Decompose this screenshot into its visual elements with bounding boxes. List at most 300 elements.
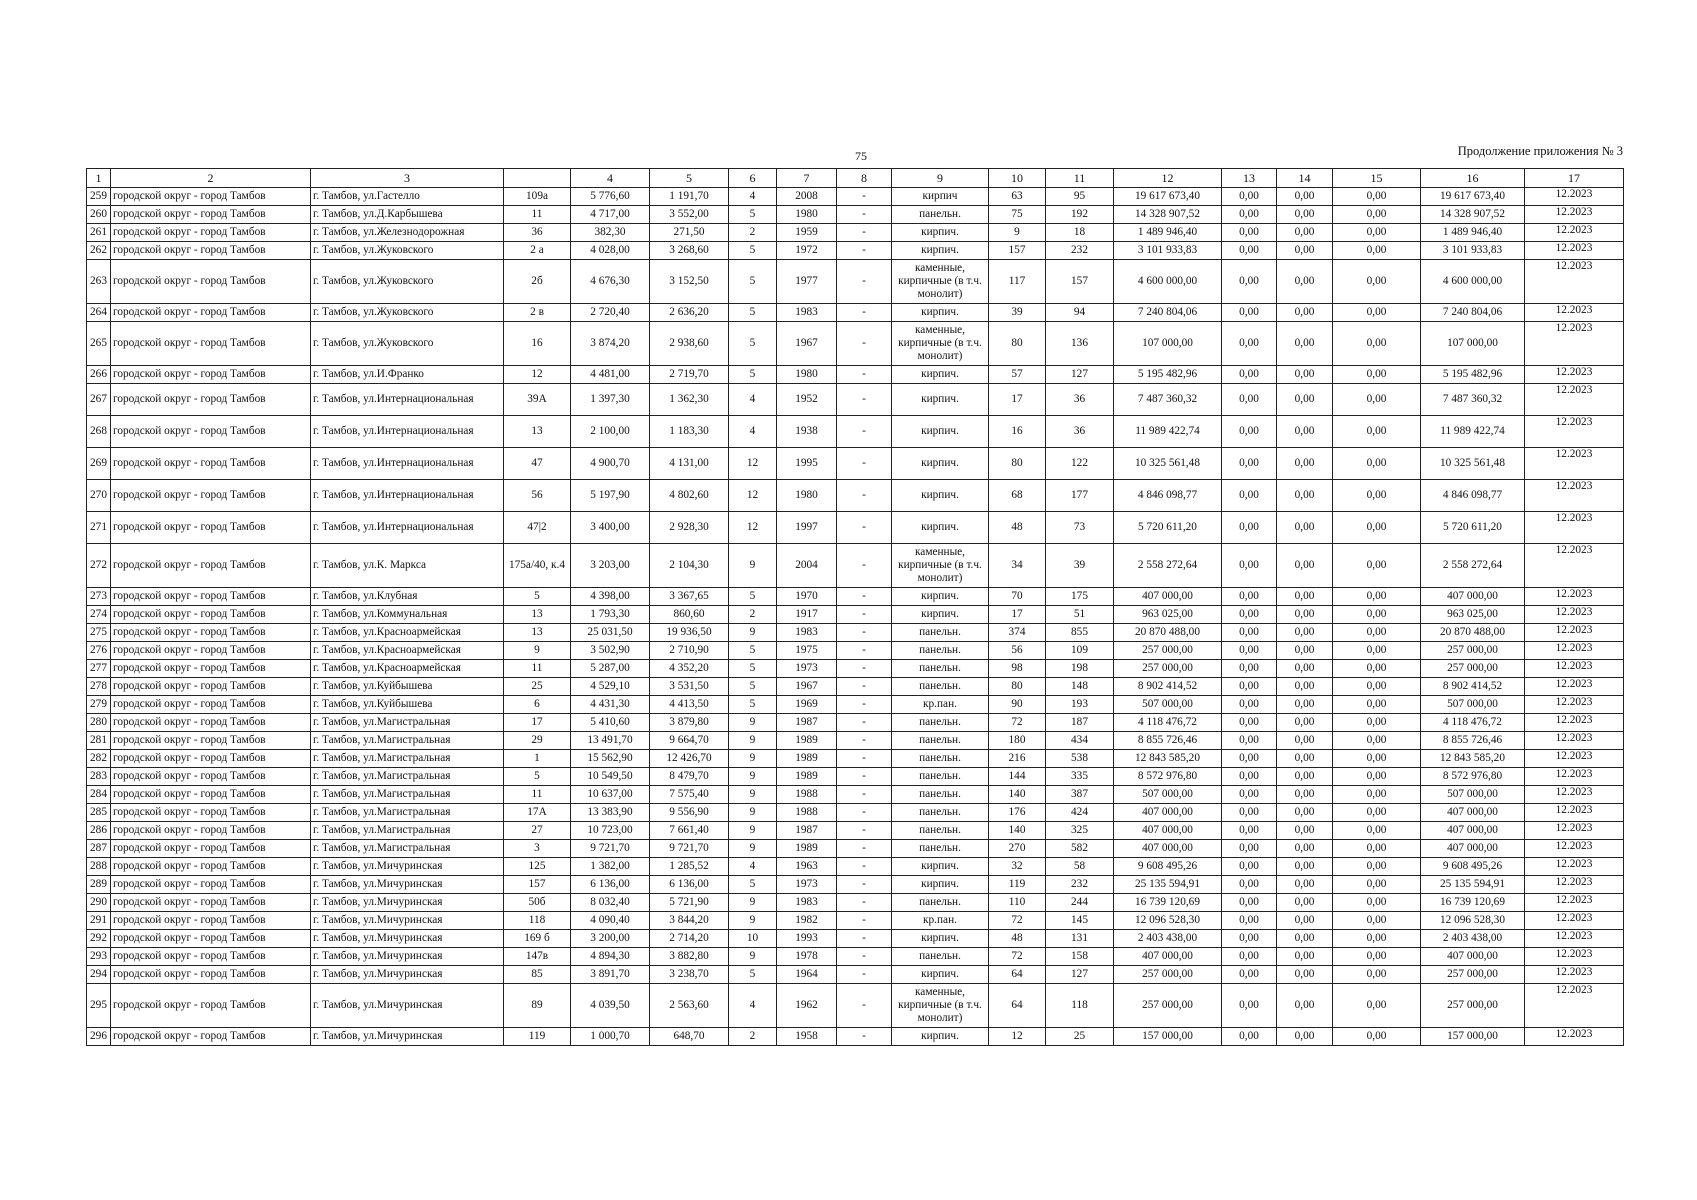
cell-year-reconstruction: - [837,678,892,696]
cell-cost-fund: 0,00 [1222,206,1277,224]
cell-cost-sum: 8 902 414,52 [1421,678,1525,696]
cell-cost-sum: 963 025,00 [1421,606,1525,624]
cell-row-number: 273 [87,588,111,606]
cell-residents: 36 [1046,384,1114,416]
cell-cost-total: 963 025,00 [1114,606,1222,624]
cell-deadline: 12.2023 [1525,206,1624,224]
cell-cost-total: 107 000,00 [1114,322,1222,366]
cell-row-number: 282 [87,750,111,768]
cell-cost-total: 19 617 673,40 [1114,188,1222,206]
table-row [87,448,1624,480]
header-cell-7: 7 [777,169,837,188]
cell-cost-sum: 20 870 488,00 [1421,624,1525,642]
cell-municipality: городской округ - город Тамбов [111,384,311,416]
table-row [87,188,1624,206]
header-cell-13: 13 [1222,169,1277,188]
cell-cost-sum: 4 118 476,72 [1421,714,1525,732]
cell-living-area: 4 413,50 [650,696,729,714]
cell-year-reconstruction: - [837,894,892,912]
cell-year-built: 1989 [777,732,837,750]
cell-address: г. Тамбов, ул.Куйбышева [311,696,504,714]
cell-living-area: 2 563,60 [650,984,729,1028]
table-row [87,242,1624,260]
cell-address: г. Тамбов, ул.Гастелло [311,188,504,206]
cell-year-built: 1967 [777,678,837,696]
cell-floors: 9 [729,786,777,804]
cell-apartments: 180 [989,732,1046,750]
cell-year-built: 1989 [777,768,837,786]
cell-apartments: 32 [989,858,1046,876]
cell-cost-total: 8 572 976,80 [1114,768,1222,786]
cell-total-area: 1 000,70 [571,1028,650,1046]
cell-living-area: 3 844,20 [650,912,729,930]
cell-address: г. Тамбов, ул.Магистральная [311,840,504,858]
cell-cost-budget: 0,00 [1277,858,1333,876]
cell-cost-sum: 4 600 000,00 [1421,260,1525,304]
cell-floors: 5 [729,696,777,714]
cell-cost-fund: 0,00 [1222,224,1277,242]
cell-house-number: 29 [504,732,571,750]
cell-address: г. Тамбов, ул.Интернациональная [311,512,504,544]
cell-total-area: 2 100,00 [571,416,650,448]
cell-total-area: 1 382,00 [571,858,650,876]
cell-municipality: городской округ - город Тамбов [111,642,311,660]
cell-deadline: 12.2023 [1525,416,1624,448]
cell-cost-fund: 0,00 [1222,1028,1277,1046]
cell-house-number: 175а/40, к.4 [504,544,571,588]
cell-total-area: 5 287,00 [571,660,650,678]
cell-year-reconstruction: - [837,416,892,448]
cell-deadline: 12.2023 [1525,714,1624,732]
cell-address: г. Тамбов, ул.Мичуринская [311,858,504,876]
cell-row-number: 289 [87,876,111,894]
cell-cost-total: 407 000,00 [1114,588,1222,606]
cell-residents: 198 [1046,660,1114,678]
cell-living-area: 1 191,70 [650,188,729,206]
cell-cost-owners: 0,00 [1333,912,1421,930]
cell-deadline: 12.2023 [1525,512,1624,544]
cell-floors: 5 [729,966,777,984]
cell-address: г. Тамбов, ул.Красноармейская [311,624,504,642]
cell-floors: 9 [729,894,777,912]
table-row [87,416,1624,448]
cell-deadline: 12.2023 [1525,786,1624,804]
header-cell-blank [504,169,571,188]
table-row [87,696,1624,714]
cell-year-built: 1983 [777,304,837,322]
header-cell-10: 10 [989,169,1046,188]
cell-row-number: 281 [87,732,111,750]
cell-address: г. Тамбов, ул.Мичуринская [311,930,504,948]
cell-year-reconstruction: - [837,224,892,242]
cell-wall-material: кирпич. [892,512,989,544]
cell-residents: 18 [1046,224,1114,242]
cell-year-reconstruction: - [837,696,892,714]
cell-cost-budget: 0,00 [1277,948,1333,966]
cell-municipality: городской округ - город Тамбов [111,322,311,366]
cell-year-reconstruction: - [837,804,892,822]
cell-year-built: 1977 [777,260,837,304]
cell-row-number: 270 [87,480,111,512]
cell-house-number: 12 [504,366,571,384]
cell-house-number: 85 [504,966,571,984]
cell-residents: 192 [1046,206,1114,224]
cell-cost-fund: 0,00 [1222,606,1277,624]
cell-cost-fund: 0,00 [1222,930,1277,948]
cell-cost-owners: 0,00 [1333,206,1421,224]
table-row [87,858,1624,876]
cell-residents: 434 [1046,732,1114,750]
cell-year-built: 1973 [777,876,837,894]
cell-deadline: 12.2023 [1525,948,1624,966]
cell-house-number: 50б [504,894,571,912]
cell-apartments: 374 [989,624,1046,642]
cell-row-number: 264 [87,304,111,322]
cell-total-area: 4 039,50 [571,984,650,1028]
cell-wall-material: кирпич. [892,384,989,416]
cell-floors: 5 [729,660,777,678]
cell-row-number: 284 [87,786,111,804]
cell-address: г. Тамбов, ул.Интернациональная [311,480,504,512]
cell-wall-material: панельн. [892,660,989,678]
header-cell-15: 15 [1333,169,1421,188]
cell-address: г. Тамбов, ул.Магистральная [311,768,504,786]
cell-apartments: 72 [989,948,1046,966]
cell-cost-sum: 14 328 907,52 [1421,206,1525,224]
cell-year-reconstruction: - [837,858,892,876]
cell-cost-owners: 0,00 [1333,304,1421,322]
header-cell-6: 6 [729,169,777,188]
cell-municipality: городской округ - город Тамбов [111,260,311,304]
cell-total-area: 10 549,50 [571,768,650,786]
cell-house-number: 16 [504,322,571,366]
cell-year-built: 1970 [777,588,837,606]
cell-year-reconstruction: - [837,544,892,588]
cell-cost-budget: 0,00 [1277,260,1333,304]
cell-year-built: 1962 [777,984,837,1028]
cell-apartments: 110 [989,894,1046,912]
cell-address: г. Тамбов, ул.Жуковского [311,260,504,304]
cell-cost-fund: 0,00 [1222,750,1277,768]
cell-apartments: 80 [989,678,1046,696]
cell-floors: 12 [729,448,777,480]
cell-house-number: 89 [504,984,571,1028]
cell-deadline: 12.2023 [1525,930,1624,948]
cell-total-area: 3 891,70 [571,966,650,984]
cell-row-number: 287 [87,840,111,858]
cell-living-area: 9 721,70 [650,840,729,858]
cell-floors: 5 [729,366,777,384]
cell-cost-fund: 0,00 [1222,642,1277,660]
cell-year-reconstruction: - [837,750,892,768]
cell-cost-total: 407 000,00 [1114,948,1222,966]
table-row [87,786,1624,804]
cell-cost-budget: 0,00 [1277,588,1333,606]
cell-year-built: 1980 [777,480,837,512]
cell-total-area: 4 894,30 [571,948,650,966]
cell-year-built: 2004 [777,544,837,588]
cell-house-number: 118 [504,912,571,930]
cell-wall-material: панельн. [892,678,989,696]
cell-cost-budget: 0,00 [1277,642,1333,660]
cell-municipality: городской округ - город Тамбов [111,768,311,786]
cell-residents: 25 [1046,1028,1114,1046]
cell-cost-budget: 0,00 [1277,242,1333,260]
cell-living-area: 2 719,70 [650,366,729,384]
cell-cost-owners: 0,00 [1333,544,1421,588]
cell-total-area: 8 032,40 [571,894,650,912]
cell-deadline: 12.2023 [1525,606,1624,624]
cell-residents: 157 [1046,260,1114,304]
cell-address: г. Тамбов, ул.К. Маркса [311,544,504,588]
cell-living-area: 4 802,60 [650,480,729,512]
cell-year-built: 1959 [777,224,837,242]
cell-cost-total: 25 135 594,91 [1114,876,1222,894]
cell-row-number: 259 [87,188,111,206]
cell-house-number: 47|2 [504,512,571,544]
cell-cost-total: 407 000,00 [1114,804,1222,822]
cell-residents: 109 [1046,642,1114,660]
cell-cost-budget: 0,00 [1277,544,1333,588]
cell-row-number: 271 [87,512,111,544]
cell-apartments: 70 [989,588,1046,606]
cell-municipality: городской округ - город Тамбов [111,224,311,242]
cell-row-number: 263 [87,260,111,304]
cell-cost-budget: 0,00 [1277,480,1333,512]
cell-cost-total: 7 240 804,06 [1114,304,1222,322]
cell-cost-budget: 0,00 [1277,448,1333,480]
cell-cost-owners: 0,00 [1333,660,1421,678]
table-row [87,366,1624,384]
cell-cost-budget: 0,00 [1277,912,1333,930]
cell-wall-material: кирпич. [892,224,989,242]
table-row [87,732,1624,750]
cell-row-number: 280 [87,714,111,732]
cell-cost-owners: 0,00 [1333,642,1421,660]
cell-house-number: 11 [504,206,571,224]
cell-cost-budget: 0,00 [1277,384,1333,416]
cell-cost-fund: 0,00 [1222,894,1277,912]
cell-cost-owners: 0,00 [1333,416,1421,448]
cell-living-area: 2 104,30 [650,544,729,588]
cell-total-area: 4 398,00 [571,588,650,606]
cell-year-built: 1980 [777,206,837,224]
cell-living-area: 3 531,50 [650,678,729,696]
cell-residents: 51 [1046,606,1114,624]
cell-apartments: 16 [989,416,1046,448]
cell-house-number: 13 [504,624,571,642]
cell-cost-total: 4 600 000,00 [1114,260,1222,304]
cell-cost-owners: 0,00 [1333,696,1421,714]
cell-living-area: 2 938,60 [650,322,729,366]
cell-deadline: 12.2023 [1525,876,1624,894]
cell-cost-fund: 0,00 [1222,512,1277,544]
cell-cost-budget: 0,00 [1277,366,1333,384]
cell-deadline: 12.2023 [1525,544,1624,588]
cell-floors: 2 [729,1028,777,1046]
cell-year-reconstruction: - [837,660,892,678]
cell-floors: 9 [729,732,777,750]
cell-living-area: 9 664,70 [650,732,729,750]
cell-cost-budget: 0,00 [1277,822,1333,840]
cell-living-area: 7 575,40 [650,786,729,804]
cell-total-area: 3 502,90 [571,642,650,660]
header-cell-4: 4 [571,169,650,188]
cell-floors: 9 [729,750,777,768]
cell-municipality: городской округ - город Тамбов [111,678,311,696]
cell-total-area: 10 723,00 [571,822,650,840]
cell-cost-budget: 0,00 [1277,894,1333,912]
cell-wall-material: кирпич. [892,606,989,624]
cell-cost-owners: 0,00 [1333,858,1421,876]
cell-living-area: 648,70 [650,1028,729,1046]
cell-cost-fund: 0,00 [1222,544,1277,588]
cell-year-built: 1978 [777,948,837,966]
cell-residents: 39 [1046,544,1114,588]
cell-address: г. Тамбов, ул.Куйбышева [311,678,504,696]
cell-apartments: 75 [989,206,1046,224]
cell-cost-budget: 0,00 [1277,876,1333,894]
cell-cost-owners: 0,00 [1333,804,1421,822]
cell-apartments: 68 [989,480,1046,512]
cell-wall-material: кирпич. [892,366,989,384]
cell-year-reconstruction: - [837,624,892,642]
cell-cost-fund: 0,00 [1222,448,1277,480]
cell-wall-material: кирпич. [892,480,989,512]
cell-apartments: 39 [989,304,1046,322]
cell-floors: 4 [729,858,777,876]
cell-deadline: 12.2023 [1525,894,1624,912]
cell-row-number: 279 [87,696,111,714]
cell-residents: 73 [1046,512,1114,544]
cell-house-number: 5 [504,588,571,606]
cell-wall-material: панельн. [892,948,989,966]
cell-residents: 58 [1046,858,1114,876]
cell-apartments: 57 [989,366,1046,384]
page-number: 75 [855,149,867,163]
cell-wall-material: каменные, кирпичные (в т.ч. монолит) [892,260,989,304]
cell-apartments: 90 [989,696,1046,714]
cell-living-area: 4 352,20 [650,660,729,678]
cell-living-area: 19 936,50 [650,624,729,642]
cell-year-reconstruction: - [837,822,892,840]
cell-cost-owners: 0,00 [1333,384,1421,416]
cell-wall-material: каменные, кирпичные (в т.ч. монолит) [892,544,989,588]
cell-cost-owners: 0,00 [1333,242,1421,260]
cell-address: г. Тамбов, ул.Мичуринская [311,894,504,912]
cell-house-number: 5 [504,768,571,786]
cell-municipality: городской округ - город Тамбов [111,840,311,858]
cell-municipality: городской округ - город Тамбов [111,876,311,894]
cell-wall-material: панельн. [892,804,989,822]
cell-cost-sum: 257 000,00 [1421,642,1525,660]
cell-floors: 5 [729,588,777,606]
cell-residents: 95 [1046,188,1114,206]
cell-cost-sum: 5 720 611,20 [1421,512,1525,544]
cell-municipality: городской округ - город Тамбов [111,660,311,678]
cell-cost-owners: 0,00 [1333,624,1421,642]
cell-municipality: городской округ - город Тамбов [111,804,311,822]
cell-deadline: 12.2023 [1525,660,1624,678]
cell-cost-sum: 9 608 495,26 [1421,858,1525,876]
cell-total-area: 3 203,00 [571,544,650,588]
cell-floors: 5 [729,642,777,660]
cell-year-reconstruction: - [837,912,892,930]
cell-apartments: 157 [989,242,1046,260]
cell-floors: 12 [729,480,777,512]
cell-row-number: 278 [87,678,111,696]
cell-year-built: 1967 [777,322,837,366]
cell-cost-fund: 0,00 [1222,188,1277,206]
cell-cost-owners: 0,00 [1333,224,1421,242]
cell-cost-fund: 0,00 [1222,416,1277,448]
cell-cost-fund: 0,00 [1222,768,1277,786]
cell-cost-budget: 0,00 [1277,606,1333,624]
cell-year-reconstruction: - [837,322,892,366]
cell-living-area: 2 710,90 [650,642,729,660]
cell-cost-sum: 407 000,00 [1421,804,1525,822]
cell-municipality: городской округ - город Тамбов [111,912,311,930]
cell-total-area: 4 431,30 [571,696,650,714]
cell-year-reconstruction: - [837,1028,892,1046]
cell-deadline: 12.2023 [1525,1028,1624,1046]
cell-floors: 4 [729,384,777,416]
cell-wall-material: панельн. [892,732,989,750]
cell-cost-sum: 5 195 482,96 [1421,366,1525,384]
cell-row-number: 269 [87,448,111,480]
cell-floors: 2 [729,224,777,242]
table-row [87,512,1624,544]
cell-apartments: 140 [989,786,1046,804]
cell-address: г. Тамбов, ул.Магистральная [311,750,504,768]
cell-year-built: 1964 [777,966,837,984]
cell-total-area: 9 721,70 [571,840,650,858]
table-row [87,480,1624,512]
cell-wall-material: панельн. [892,624,989,642]
cell-apartments: 63 [989,188,1046,206]
cell-living-area: 3 268,60 [650,242,729,260]
cell-row-number: 283 [87,768,111,786]
cell-living-area: 1 183,30 [650,416,729,448]
cell-address: г. Тамбов, ул.Жуковского [311,304,504,322]
cell-apartments: 72 [989,912,1046,930]
cell-cost-budget: 0,00 [1277,966,1333,984]
cell-address: г. Тамбов, ул.Мичуринская [311,984,504,1028]
cell-row-number: 275 [87,624,111,642]
table-row [87,384,1624,416]
cell-municipality: городской округ - город Тамбов [111,544,311,588]
cell-row-number: 267 [87,384,111,416]
cell-cost-fund: 0,00 [1222,966,1277,984]
cell-cost-total: 507 000,00 [1114,786,1222,804]
cell-cost-owners: 0,00 [1333,732,1421,750]
cell-total-area: 6 136,00 [571,876,650,894]
cell-row-number: 292 [87,930,111,948]
cell-cost-total: 257 000,00 [1114,642,1222,660]
cell-address: г. Тамбов, ул.Мичуринская [311,1028,504,1046]
cell-deadline: 12.2023 [1525,624,1624,642]
table-row [87,224,1624,242]
cell-house-number: 39А [504,384,571,416]
cell-address: г. Тамбов, ул.Коммунальная [311,606,504,624]
header-row [87,169,1624,188]
cell-deadline: 12.2023 [1525,188,1624,206]
cell-total-area: 15 562,90 [571,750,650,768]
cell-cost-fund: 0,00 [1222,804,1277,822]
header-cell-12: 12 [1114,169,1222,188]
cell-cost-sum: 507 000,00 [1421,696,1525,714]
cell-municipality: городской округ - город Тамбов [111,786,311,804]
